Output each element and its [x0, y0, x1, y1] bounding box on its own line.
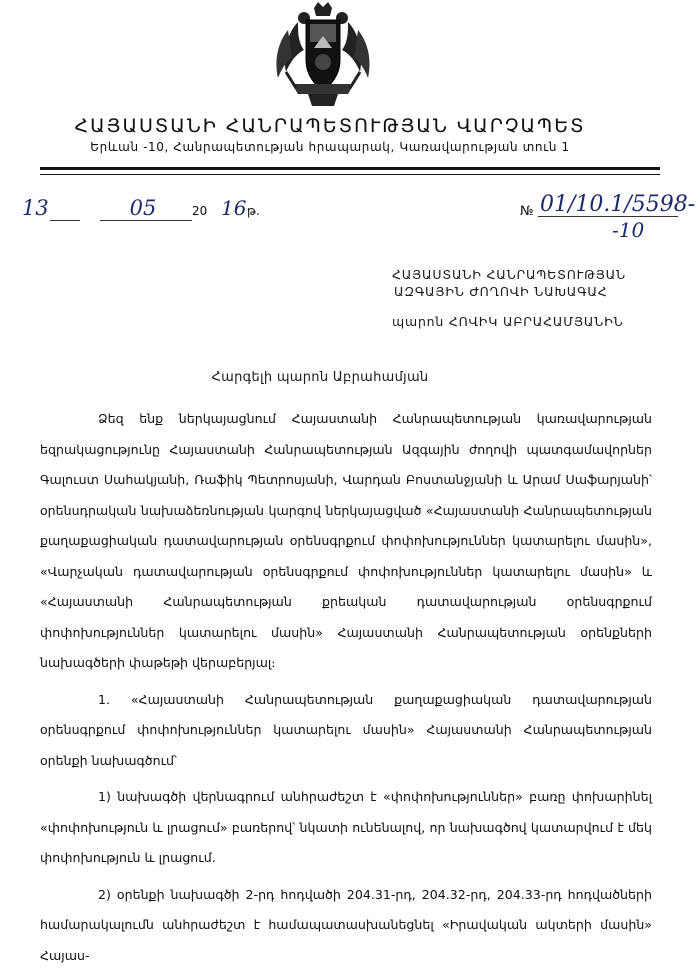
addressee-line2: ԱԶԳԱՅԻՆ ԺՈՂՈՎԻ ՆԱԽԱԳԱՀ: [394, 284, 608, 299]
date-year-printed: 20: [192, 204, 208, 218]
office-name: ՀԱՅԱՍՏԱՆԻ ՀԱՆՐԱՊԵՏՈՒԹՅԱՆ ՎԱՐՉԱՊԵՏ: [74, 115, 586, 137]
salutation: Հարգելի պարոն Աբրահամյան: [211, 370, 429, 385]
addressee-block: [392, 266, 626, 300]
header-divider-thin: [40, 174, 660, 175]
header-divider: [40, 167, 660, 170]
body-paragraph-2: 1. «Հայաստանի Հանրապետության քաղաքացիական դատավարության օրենսգրքում փոփոխություններ կատարելու մասին» Հայաստանի Հանրապետության օրենքի նախագծում՝: [40, 691, 652, 768]
body-paragraph-1: Ձեզ ենք ներկայացնում Հայաստանի Հանրապետության կառավարության եզրակացությունը Հայաստանի Հանրապետության Ազգային ժողովի պատգամավորներ Գալուստ Սահակյանի, Ռաֆիկ Պետրոսյանի, Վարդան Բոստանջյանի և Արամ Սաֆարյանի՝ օրենսդրական նախաձեռնության կարգով ներկայացված «Հայաստանի Հանրապետության քաղաքացիական դատավարության օրենսգրքում փոփոխություններ կատարելու մասին», «Վարչական դատավարության օրենսգրքում փոփոխություններ կատարելու մասին» և «Հայաստանի Հանրապետության քրեական դատավարության օրենսգրքում փոփոխություններ կատարելու մասին» Հայաստանի Հանրապետության օրենքների նախագծերի փաթեթի վերաբերյալ։: [40, 411, 652, 670]
document-number-suffix: -10: [612, 218, 645, 242]
letter-body: [40, 404, 652, 977]
date-month: 05: [129, 196, 157, 220]
date-year-suffix: թ.: [247, 204, 260, 218]
document-number-handwritten: 01/10.1/5598-: [540, 192, 696, 217]
addressee-name: պարոն ՀՈՎԻԿ ԱԲՐԱՀԱՄՅԱՆԻՆ: [392, 314, 624, 329]
date-month-underline: [100, 220, 192, 221]
date-year-handwritten: 16: [221, 196, 247, 220]
date-day: 13: [22, 196, 49, 220]
number-sign: №: [520, 204, 534, 219]
body-paragraph-4: 2) օրենքի նախագծի 2-րդ հոդվածի 204.31-րդ, 204.32-րդ, 204.33-րդ հոդվածների համարակալումն անհրաժեշտ է համապատասխանեցնել «Իրավական ակտերի մասին» Հայաս-: [40, 886, 652, 963]
office-address: Երևան -10, Հանրապետության հրապարակ, Կառավարության տուն 1: [90, 140, 570, 154]
date-day-underline: [50, 220, 80, 221]
body-paragraph-3: 1) նախագծի վերնագրում անհրաժեշտ է «փոփոխություններ» բառը փոխարինել «փոփոխություն և լրացում» բառերով՝ նկատի ունենալով, որ նախագծով կատարվում է մեկ փոփոխություն և լրացում.: [40, 789, 652, 865]
document-number: [520, 192, 696, 246]
addressee-line1: ՀԱՅԱՍՏԱՆԻ ՀԱՆՐԱՊԵՏՈՒԹՅԱՆ: [392, 267, 626, 282]
armenian-coat-of-arms-icon: [268, 2, 378, 110]
